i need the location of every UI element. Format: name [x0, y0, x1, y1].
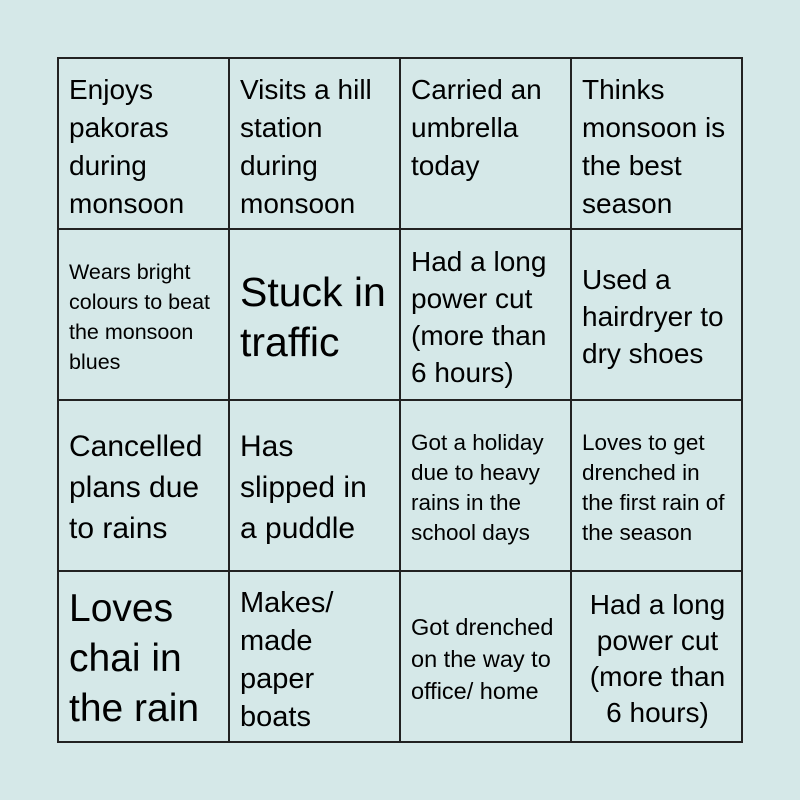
bingo-cell[interactable] — [400, 229, 571, 400]
bingo-cell-label: Loves to get drenched in the first rain of the season — [582, 429, 725, 545]
bingo-cell-label: Thinks monsoon is the best season — [582, 74, 726, 219]
bingo-cell[interactable] — [571, 571, 742, 742]
bingo-cell-label: Stuck in traffic — [240, 268, 386, 365]
bingo-cell[interactable] — [229, 58, 400, 229]
bingo-cell-label: Got a holiday due to heavy rains in the school days — [411, 429, 544, 545]
bingo-cell[interactable] — [229, 229, 400, 400]
bingo-cell-label: Got drenched on the way to office/ home — [411, 613, 554, 704]
bingo-cell[interactable] — [58, 571, 229, 742]
bingo-cell-label: Has slipped in a puddle — [240, 430, 367, 545]
bingo-cell[interactable] — [571, 400, 742, 571]
bingo-cell[interactable] — [400, 400, 571, 571]
bingo-cell-label: Makes/ made paper boats — [240, 587, 334, 733]
bingo-cell[interactable] — [571, 229, 742, 400]
bingo-cell-label: Cancelled plans due to rains — [69, 430, 203, 545]
bingo-cell[interactable] — [58, 58, 229, 229]
bingo-cell[interactable] — [58, 229, 229, 400]
bingo-cell[interactable] — [58, 400, 229, 571]
bingo-cell-label: Visits a hill station during monsoon — [240, 74, 372, 219]
bingo-cell-label: Used a hairdryer to dry shoes — [582, 264, 724, 369]
bingo-cell-label: Carried an umbrella today — [411, 74, 542, 181]
bingo-cell-label: Wears bright colours to beat the monsoon blues — [69, 259, 211, 374]
bingo-card — [57, 57, 743, 743]
bingo-cell-label: Had a long power cut (more than 6 hours) — [589, 588, 726, 728]
bingo-cell[interactable] — [229, 400, 400, 571]
bingo-cell-label: Enjoys pakoras during monsoon — [69, 74, 185, 219]
bingo-cell[interactable] — [400, 571, 571, 742]
bingo-cell[interactable] — [400, 58, 571, 229]
bingo-cell[interactable] — [229, 571, 400, 742]
bingo-cell-label: Had a long power cut (more than 6 hours) — [411, 245, 547, 388]
bingo-cell[interactable] — [571, 58, 742, 229]
bingo-cell-label: Loves chai in the rain — [69, 586, 200, 730]
